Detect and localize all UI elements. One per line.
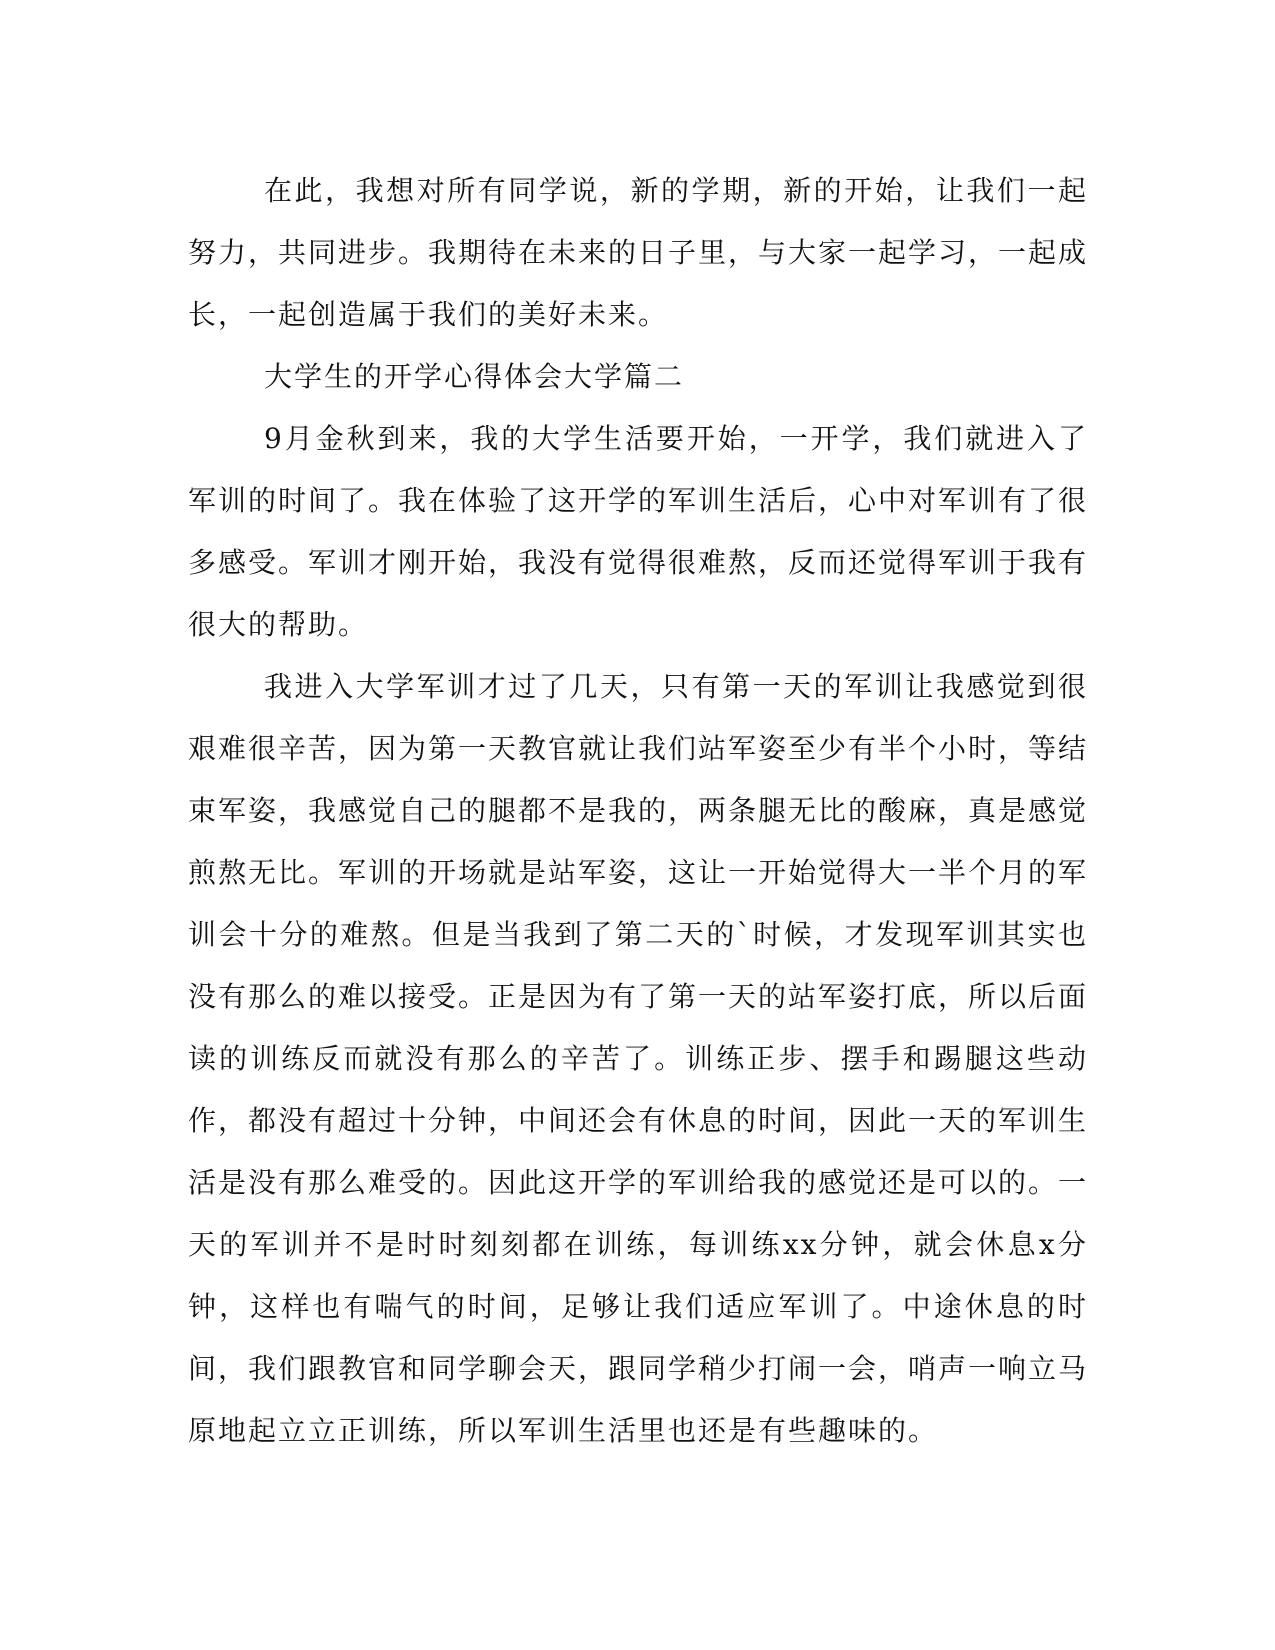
section-heading: 大学生的开学心得体会大学篇二 (264, 360, 685, 393)
paragraph-military-training-intro: 9月金秋到来，我的大学生活要开始，一开学，我们就进入了军训的时间了。我在体验了这开学的军训生活后，心中对军训有了很多感受。军训才刚开始，我没有觉得很难熬，反而还觉得军训于我有很大的帮助。 (188, 422, 1089, 641)
document-body (188, 160, 1088, 1462)
paragraph-military-training-experience: 我进入大学军训才过了几天，只有第一天的军训让我感觉到很艰难很辛苦，因为第一天教官就让我们站军姿至少有半个小时，等结束军姿，我感觉自己的腿都不是我的，两条腿无比的酸麻，真是感觉煎熬无比。军训的开场就是站军姿，这让一开始觉得大一半个月的军训会十分的难熬。但是当我到了第二天的`时候，才发现军训其实也没有那么的难以接受。正是因为有了第一天的站军姿打底，所以后面读的训练反而就没有那么的辛苦了。训练正步、摆手和踢腿这些动作，都没有超过十分钟，中间还会有休息的时间，因此一天的军训生活是没有那么难受的。因此这开学的军训给我的感觉还是可以的。一天的军训并不是时时刻刻都在训练，每训练xx分钟，就会休息x分钟，这样也有喘气的时间，足够让我们适应军训了。中途休息的时间，我们跟教官和同学聊会天，跟同学稍少打闹一会，哨声一响立马原地起立立正训练，所以军训生活里也还是有些趣味的。 (188, 670, 1089, 1447)
paragraph-closing-remarks: 在此，我想对所有同学说，新的学期，新的开始，让我们一起努力，共同进步。我期待在未来的日子里，与大家一起学习，一起成长，一起创造属于我们的美好未来。 (188, 174, 1089, 331)
